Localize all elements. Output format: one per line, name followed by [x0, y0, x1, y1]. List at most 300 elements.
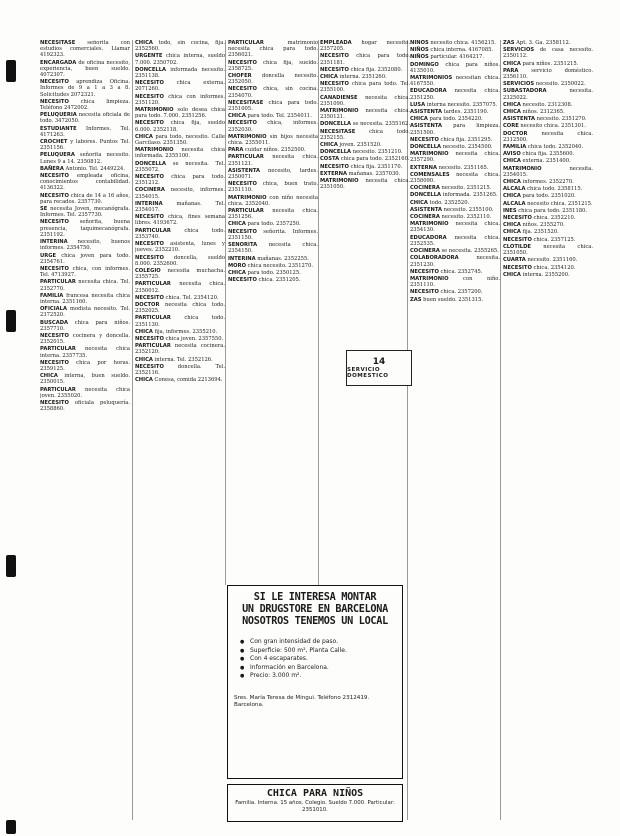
classified-entry-text: necesito. 2351210. [351, 149, 403, 156]
classified-entry-text: necesito. 2351165. [436, 164, 489, 171]
classified-entry [135, 295, 225, 301]
classified-entry-text: señorita, buena presencia, taquimecanógrafa. 2351192. [40, 219, 130, 238]
classified-entry-text: necesita chica. Tel. 2352770. [40, 279, 130, 292]
classified-entry-text: interna. 2355200. [520, 271, 570, 278]
classified-entry [135, 134, 225, 146]
classified-entry [410, 102, 500, 108]
classified-entry-heading: CHICA [503, 60, 521, 67]
classified-entry [135, 228, 225, 240]
classified-entry-text: necesita chica joven. 2355020. [40, 386, 130, 399]
classified-entry [40, 219, 130, 238]
classified-entry [228, 60, 318, 72]
classified-entry-text: necesito. 2352110. [439, 214, 492, 221]
classified-entry-text: necesita chica. 2351256. [228, 208, 318, 221]
classified-entry [320, 171, 410, 177]
classified-entry-text: señorita. Informes. 2351150. [228, 228, 318, 241]
classified-entry-text: chica, fines semana libres. 4193672. [135, 214, 225, 227]
classified-entry-text: para todo. 2354220. [427, 116, 483, 123]
classified-entry-text: necesito. 2351270. [535, 116, 587, 123]
classified-entry-text: necesito. 2351160. [525, 257, 578, 264]
classified-entry-text: chica interna, sueldo 7.000. 2350702. [135, 53, 225, 66]
classified-entry [410, 116, 500, 122]
classified-entry-heading: NECESITO [135, 120, 164, 127]
classified-entry-text: chica, informes. 2352030. [228, 120, 318, 133]
classified-entry [320, 142, 410, 148]
section-number: 14 [372, 357, 386, 367]
classified-entry [410, 54, 500, 60]
classified-entry [410, 235, 500, 247]
classified-entry-text: necesito. 2354500. [441, 144, 493, 151]
classified-entry-text: chica fija, sueldo 6.000. 2352118. [135, 120, 225, 133]
classified-entry [410, 75, 500, 87]
classified-entry-heading: MATRIMONIO [228, 133, 267, 140]
classified-entry [503, 201, 593, 207]
classified-entry-heading: MORO [228, 262, 246, 269]
classified-entry-text: particular. 4164217. [428, 54, 485, 61]
classified-entry-heading: NECESITO [410, 136, 439, 143]
classified-entry-text: fija. 2351520. [520, 229, 559, 236]
classified-entry-heading: PARTICULAR [40, 386, 76, 393]
classified-entry [503, 222, 593, 228]
classified-entry-heading: MATRIMONIO [410, 275, 449, 282]
classified-entry-heading: FAMILIA [503, 144, 527, 151]
classified-entry [228, 208, 318, 220]
classified-entry-text: para niños. 2351215. [520, 60, 579, 67]
classified-entry-heading: NECESITO [135, 214, 164, 221]
classified-entry-text: necesita chica. 2354150. [228, 242, 318, 255]
classified-entry-text: necesita muchacha. 2355725. [135, 267, 225, 281]
column-rule [318, 40, 319, 585]
classified-entry-heading: CHICA [135, 356, 153, 363]
classified-entry [135, 174, 225, 186]
classified-entry-heading: SENORITA [228, 242, 258, 249]
classified-entry [228, 256, 318, 262]
classified-entry [40, 293, 130, 305]
classified-entry-text: informes. 2352270. [520, 179, 574, 186]
classified-entry-heading: CROCHET [40, 139, 68, 146]
classified-entry-heading: MATRIMONIO [228, 194, 267, 201]
classified-entry-heading: NECESITO [503, 236, 532, 243]
classified-entry-heading: NECESITO [228, 277, 257, 284]
classified-entry-heading: NECESITO [40, 265, 69, 272]
classified-entry-heading: CHICA [503, 193, 521, 200]
classified-entry [503, 265, 593, 271]
classified-entry-heading: NECESITO [228, 120, 257, 127]
classified-entry [40, 206, 130, 218]
classified-entry-text: chica, sin cocina. 2354070. [228, 86, 318, 99]
classified-entry [40, 166, 130, 172]
classified-entry [135, 201, 225, 213]
classified-entry-heading: ZAS [410, 296, 422, 303]
classified-entry-heading: FAMILIA [40, 292, 64, 299]
classified-entry-heading: NECESITO [503, 264, 532, 271]
classified-entry [228, 181, 318, 193]
classified-entry-heading: CHICA [503, 158, 521, 165]
classified-entry [228, 277, 318, 283]
classified-entry-heading: CHICA [135, 328, 153, 335]
classified-entry [135, 53, 225, 65]
classified-entry-text: chica joven. 2357550. [163, 335, 224, 342]
classified-entry [410, 297, 500, 303]
classified-entry [135, 120, 225, 132]
classified-entry-text: chica todo. 2353740. [135, 227, 225, 240]
classified-entry [228, 113, 318, 119]
classified-entry-heading: ASISTENTA [503, 116, 535, 123]
classified-entry [135, 364, 225, 376]
classified-entry [135, 302, 225, 314]
classified-entry-heading: MATRIMONIOS [410, 75, 453, 82]
classified-entry-heading: LUSA [410, 101, 426, 108]
classified-entry [410, 200, 500, 206]
classified-entry [503, 131, 593, 143]
classified-entry-text: chica todo. 2352155. [320, 128, 410, 141]
classified-entry-heading: MATRIMONIO [410, 151, 449, 158]
classified-entry-heading: ALCALA [503, 200, 526, 207]
classified-entry-heading: SUBASTADORA [503, 88, 547, 95]
classified-entry-heading: NECESITO [503, 215, 532, 222]
classified-entry [135, 214, 225, 226]
classified-entry-heading: ASISTENTA [228, 167, 260, 174]
classified-entry-heading: CHICA [135, 40, 153, 46]
classified-entry [40, 320, 130, 332]
classified-entry-text: chica para todo. 2351181. [320, 53, 410, 66]
classified-entry-heading: MATRIMONIO [410, 221, 449, 228]
classified-entry [135, 67, 225, 79]
classified-entry-heading: PARTICULAR [40, 346, 76, 353]
classified-entry-heading: COLABORADORA [410, 255, 459, 262]
classified-entry [410, 62, 500, 74]
classified-entry [320, 95, 410, 107]
drugstore-bullet: ● Superficie: 500 m², Planta Calle. [240, 647, 396, 656]
classified-entry-text: chica de 14 a 16 años, para recados. 2357730. [40, 192, 130, 205]
classified-entry-heading: PELUQUERA [40, 152, 75, 159]
classified-entry [228, 100, 318, 112]
classified-entry [503, 179, 593, 185]
classified-entry-text: necesita chica. 2351050. [503, 243, 593, 257]
classified-entry [40, 40, 130, 59]
classified-entry-text: fija, informes. 2355210. [152, 328, 218, 335]
classified-entry-text: doncella, sueldo 8.000. 2352600. [135, 254, 225, 267]
classified-entry-text: necesito. 2350022. [534, 81, 586, 88]
classified-entry-text: necesita chica. 2351090. [320, 94, 410, 107]
classified-entry-text: necesita. 2325022. [503, 88, 593, 101]
classified-entry [503, 68, 593, 80]
classified-entry-heading: DOCTOR [503, 130, 528, 137]
classified-entry-text: necesita chica. 2352535. [410, 234, 500, 247]
classified-entry-heading: NECESITO [135, 93, 164, 100]
classified-entry-text: informada necesito. 2351138. [135, 66, 225, 80]
classified-entry-text: chica para todo. Tel. 2355100. [320, 81, 410, 94]
classified-entry-text: necesita chica. 2350121. [320, 108, 410, 121]
classified-entry [40, 253, 130, 265]
drugstore-ad [227, 585, 403, 779]
classified-entry-text: para todo. 2357250. [245, 221, 301, 228]
classified-entry-text: aprendiza Oficina. Informes de 9 a 1 a 3 a 8. Solicitudes 2072321. [40, 79, 130, 98]
classified-entry [135, 377, 225, 383]
classified-entry [228, 134, 318, 146]
classified-entry-text: necesito, informes. 2354015. [135, 187, 225, 200]
classified-column-6 [503, 40, 593, 820]
classified-entry [320, 178, 410, 190]
classified-entry [503, 151, 593, 157]
classified-entry-text: para todo, necesito. Calle Garcilaso. 2351350. [135, 133, 225, 147]
classified-entry-heading: ASISTENTA [410, 123, 442, 130]
classified-entry [135, 336, 225, 342]
classified-entry-heading: COLEGIO [135, 267, 161, 274]
classified-entry [503, 257, 593, 263]
classified-entry-heading: NECESITO [135, 254, 164, 261]
classified-entry [320, 81, 410, 93]
classified-entry [503, 144, 593, 150]
classified-entry [40, 193, 130, 205]
classified-entry-heading: CANADIENSE [320, 94, 358, 101]
classified-entry-heading: NECESITO [40, 98, 69, 105]
classified-entry-text: chica fija. 2352080. [348, 66, 403, 73]
chica-ad-title: CHICA PARA NIÑOS [266, 788, 364, 799]
classified-entry-heading: URGE [40, 252, 57, 259]
classified-entry-text: chica fija, sueldo. 2358725. [228, 59, 318, 72]
classified-entry-text: necesita oficiala de todo. 3472050. [40, 112, 130, 125]
classified-entry-heading: SE [40, 206, 48, 213]
classified-entry-heading: CHICA [228, 269, 246, 276]
punch-hole [6, 555, 16, 577]
classified-entry-text: necesita chica. 2357290. [410, 151, 500, 164]
classified-entry-text: buen sueldo. 2351315. [421, 296, 484, 303]
classified-entry-heading: CHICA [503, 222, 521, 229]
classified-entry-heading: NIÑOS [410, 54, 429, 61]
classified-entry-heading: INTERINA [135, 200, 163, 207]
classified-entry [135, 255, 225, 267]
classified-entry-text: chica todo. 2352040. [526, 144, 584, 151]
classified-entry-text: chica. 2352745. [438, 268, 483, 275]
classified-entry-text: chica para niños. 2357710. [40, 319, 130, 332]
classified-entry [135, 241, 225, 253]
classified-entry [135, 147, 225, 159]
classified-entry [320, 149, 410, 155]
classified-entry-text: niños. 2355270. [520, 222, 565, 229]
classified-entry [40, 99, 130, 111]
classified-entry [410, 40, 500, 46]
classified-entry [503, 123, 593, 129]
classified-entry-text: chica, con informes. Tel. 4713927. [40, 265, 130, 279]
classified-entry-text: y labores. Puntos Tel. 2351156. [40, 139, 130, 152]
classified-entry [228, 270, 318, 276]
classified-entry-heading: CORE [503, 123, 519, 130]
classified-entry-text: necesita chica. 2358090. [410, 171, 500, 185]
classified-column-3 [228, 40, 318, 600]
classified-entry-heading: NECESITO [40, 192, 69, 199]
classified-entry [40, 387, 130, 399]
classified-entry [410, 165, 500, 171]
drugstore-bullet: ● Precio: 3.000 m². [240, 672, 396, 681]
classified-entry-text: necesita chica interna. 2357735. [40, 346, 130, 359]
classified-entry [40, 400, 130, 412]
drugstore-bullet: ● Con 4 escaparates. [240, 655, 396, 664]
classified-entry-text: se necesita. 2355162. [351, 121, 410, 128]
classified-entry-text: necesita chica informada. 2355100. [135, 147, 225, 160]
classified-entry-text: chica externa. 2071260. [135, 80, 225, 93]
classified-entry [320, 108, 410, 120]
classified-entry [410, 269, 500, 275]
punch-hole [6, 60, 16, 82]
classified-entry-heading: PARA [228, 147, 244, 154]
punch-hole [6, 820, 16, 834]
punch-hole [6, 310, 16, 332]
classified-entry-text: necesito. 2351215. [439, 185, 492, 192]
classified-entry-text: chica para todo. 2351005. [228, 99, 318, 113]
classified-entry-text: necesita chica. 2351050. [320, 178, 410, 191]
classified-entry [228, 221, 318, 227]
classified-entry [503, 166, 593, 178]
classified-entry-text: de casa necesito. 2350112. [503, 47, 593, 60]
classified-entry-text: chica para todo. 2352160. [339, 156, 410, 163]
classified-entry [228, 195, 318, 207]
classified-entry [410, 276, 500, 288]
classified-entry-text: Apt. 3. Ga. 2358112. [514, 40, 571, 46]
classified-entry-heading: EXTERNA [410, 164, 437, 171]
classified-entry-text: externa. 2351400. [520, 158, 571, 165]
classified-entry-text: para todo. Tel. 2354011. [245, 113, 312, 120]
classified-entry-text: chica para niños. 4135010. [410, 61, 500, 74]
classified-entry-heading: INES [503, 207, 517, 214]
classified-column-2 [135, 40, 225, 600]
drugstore-headline-1: SI LE INTERESA MONTAR [253, 592, 377, 603]
classified-entry-text: empleada oficina, conocimientos contabilidad. 4136322. [40, 173, 130, 192]
classified-entry-heading: MATRIMONIO [320, 178, 359, 185]
classified-entry-heading: SERVICIOS [503, 47, 535, 54]
classified-entry-heading: NECESITO [228, 59, 257, 66]
classified-entry-text: chica para todo. 2351212. [135, 174, 225, 187]
classified-entry [40, 126, 130, 138]
classified-entry [503, 88, 593, 100]
classified-entry-text: chica todo. 2351130. [135, 315, 225, 328]
classified-entry [40, 139, 130, 151]
classified-entry-text: necesita Joven, mecanógrafa. Informes. Tel. 2357730. [40, 206, 130, 219]
classified-entry-heading: PARTICULAR [135, 343, 171, 350]
classified-entry-text: doncella necesito. 2352050. [228, 73, 318, 86]
classified-entry-text: solo desea chica para todo. 7.000. 2351256. [135, 107, 225, 120]
classified-entry-text: se necesita. Tel. 2355072. [135, 160, 225, 173]
classified-entry-heading: MATRIMONIO [135, 147, 174, 154]
classified-entry-heading: CHICA [135, 377, 153, 384]
classified-entry [40, 173, 130, 192]
classified-entry [40, 346, 130, 358]
classified-entry-text: necesito chica. 2351215. [525, 200, 593, 207]
classified-entry-heading: NECESITO [410, 289, 439, 296]
classified-entry-text: niños. 2312365. [520, 109, 565, 116]
classified-entry-text: chica todo. 2358115. [525, 186, 583, 193]
classified-entry [135, 329, 225, 335]
classified-entry-heading: CHICA [40, 373, 58, 380]
column-rule [500, 40, 501, 820]
classified-entry-text: necesito chica. 2351301. [518, 123, 586, 130]
classified-entry-heading: CHICA [135, 133, 153, 140]
classified-entry-text: chica. 2352210. [531, 215, 576, 222]
classified-entry-text: necesita chica. 2351250. [410, 88, 500, 101]
classified-entry-text: hogar necesito. 2357205. [320, 40, 410, 53]
classified-entry-text: necesito, tardes. 2350071. [228, 167, 318, 181]
classified-entry-text: necesita chica todo. 2352025. [135, 301, 225, 315]
classified-entry [135, 268, 225, 280]
section-header-box [346, 350, 412, 386]
classified-entry [135, 107, 225, 119]
classified-entry [135, 40, 225, 52]
classified-entry-heading: NECESITASE [228, 99, 264, 106]
classified-entry [228, 154, 318, 166]
drugstore-headline-3: NOSOTROS TENEMOS UN LOCAL [242, 616, 388, 627]
drugstore-headline-2: UN DRUGSTORE EN BARCELONA [242, 604, 388, 615]
classified-entry-heading: EXTERNA [320, 170, 347, 177]
classified-entry-heading: DONCELLA [320, 149, 352, 156]
classified-entry-text: necesitan chica. 4167550. [410, 75, 500, 88]
classified-entry-heading: PARTICULAR [40, 279, 76, 286]
classified-entry-heading: CHICA [503, 109, 521, 116]
classified-entry [410, 255, 500, 267]
classified-entry-heading: CHICA [320, 142, 338, 149]
classified-entry-text: Conesa, comida 2213694. [152, 377, 223, 384]
drugstore-bullet: ● Información en Barcelona. [240, 664, 396, 673]
classified-entry [228, 40, 318, 59]
classified-entry [410, 289, 500, 295]
classified-entry-text: mañanas. Tel. 2354017. [135, 200, 225, 214]
classified-entry-text: chica. 2357200. [438, 289, 483, 296]
classified-entry [135, 343, 225, 355]
classified-entry-heading: PARTICULAR [135, 227, 171, 234]
classified-entry-text: francesa necesita chica interna. 2351160. [40, 292, 130, 305]
classified-entry [503, 208, 593, 214]
classified-entry [320, 129, 410, 141]
classified-entry [410, 207, 500, 213]
classified-entry-text: interna. 2351260. [337, 74, 387, 81]
classified-entry [228, 229, 318, 241]
classified-entry-heading: ZAS [503, 40, 515, 46]
classified-entry-heading: CHICA [503, 101, 521, 108]
classified-entry-heading: NECESITASE [320, 128, 356, 135]
classified-entry-text: doncella. Tel. 2352116. [135, 363, 225, 376]
classified-entry-heading: NECESITO [320, 66, 349, 73]
classified-entry [40, 152, 130, 164]
classified-entry-heading: BUSCADA [40, 319, 69, 326]
classified-entry-text: joven. 2351520. [337, 142, 382, 149]
classified-entry [503, 40, 593, 46]
classified-entry-text: necesita. 2351230. [410, 255, 500, 268]
classified-entry [410, 151, 500, 163]
classified-entry [410, 172, 500, 184]
classified-entry [503, 81, 593, 87]
classified-entry-text: mañanas. 2352255. [255, 255, 309, 262]
classified-entry-heading: NECESITO [228, 181, 257, 188]
classified-entry-heading: ALCALA [503, 186, 526, 193]
classified-entry-text: mañanas. 2357030. [346, 170, 401, 177]
classified-entry-text: chica fija. 2351170. [348, 163, 403, 170]
classified-entry-text: para todo. 2350125. [245, 269, 301, 276]
classified-entry-heading: PARTICULAR [228, 154, 264, 161]
classified-entry-heading: ESTUDIANTE [40, 125, 77, 132]
drugstore-bullet-list [240, 638, 396, 681]
classified-entry-heading: EDUCADORA [410, 234, 447, 241]
classified-entry [410, 192, 500, 198]
classified-entry [40, 333, 130, 345]
classified-entry-heading: COSTA [320, 156, 340, 163]
classified-entry [320, 67, 410, 73]
classified-entry-heading: PARTICULAR [135, 281, 171, 288]
classified-entry-heading: DOMINGO [410, 61, 439, 68]
classified-entry-text: modista necesito. Tel. 2372520. [40, 306, 130, 319]
classified-entry-heading: CHICA [503, 179, 521, 186]
classified-entry [410, 109, 500, 115]
classified-entry-text: chica. 2351205. [256, 277, 301, 284]
classified-entry-heading: MATRIMONIO [503, 165, 542, 172]
